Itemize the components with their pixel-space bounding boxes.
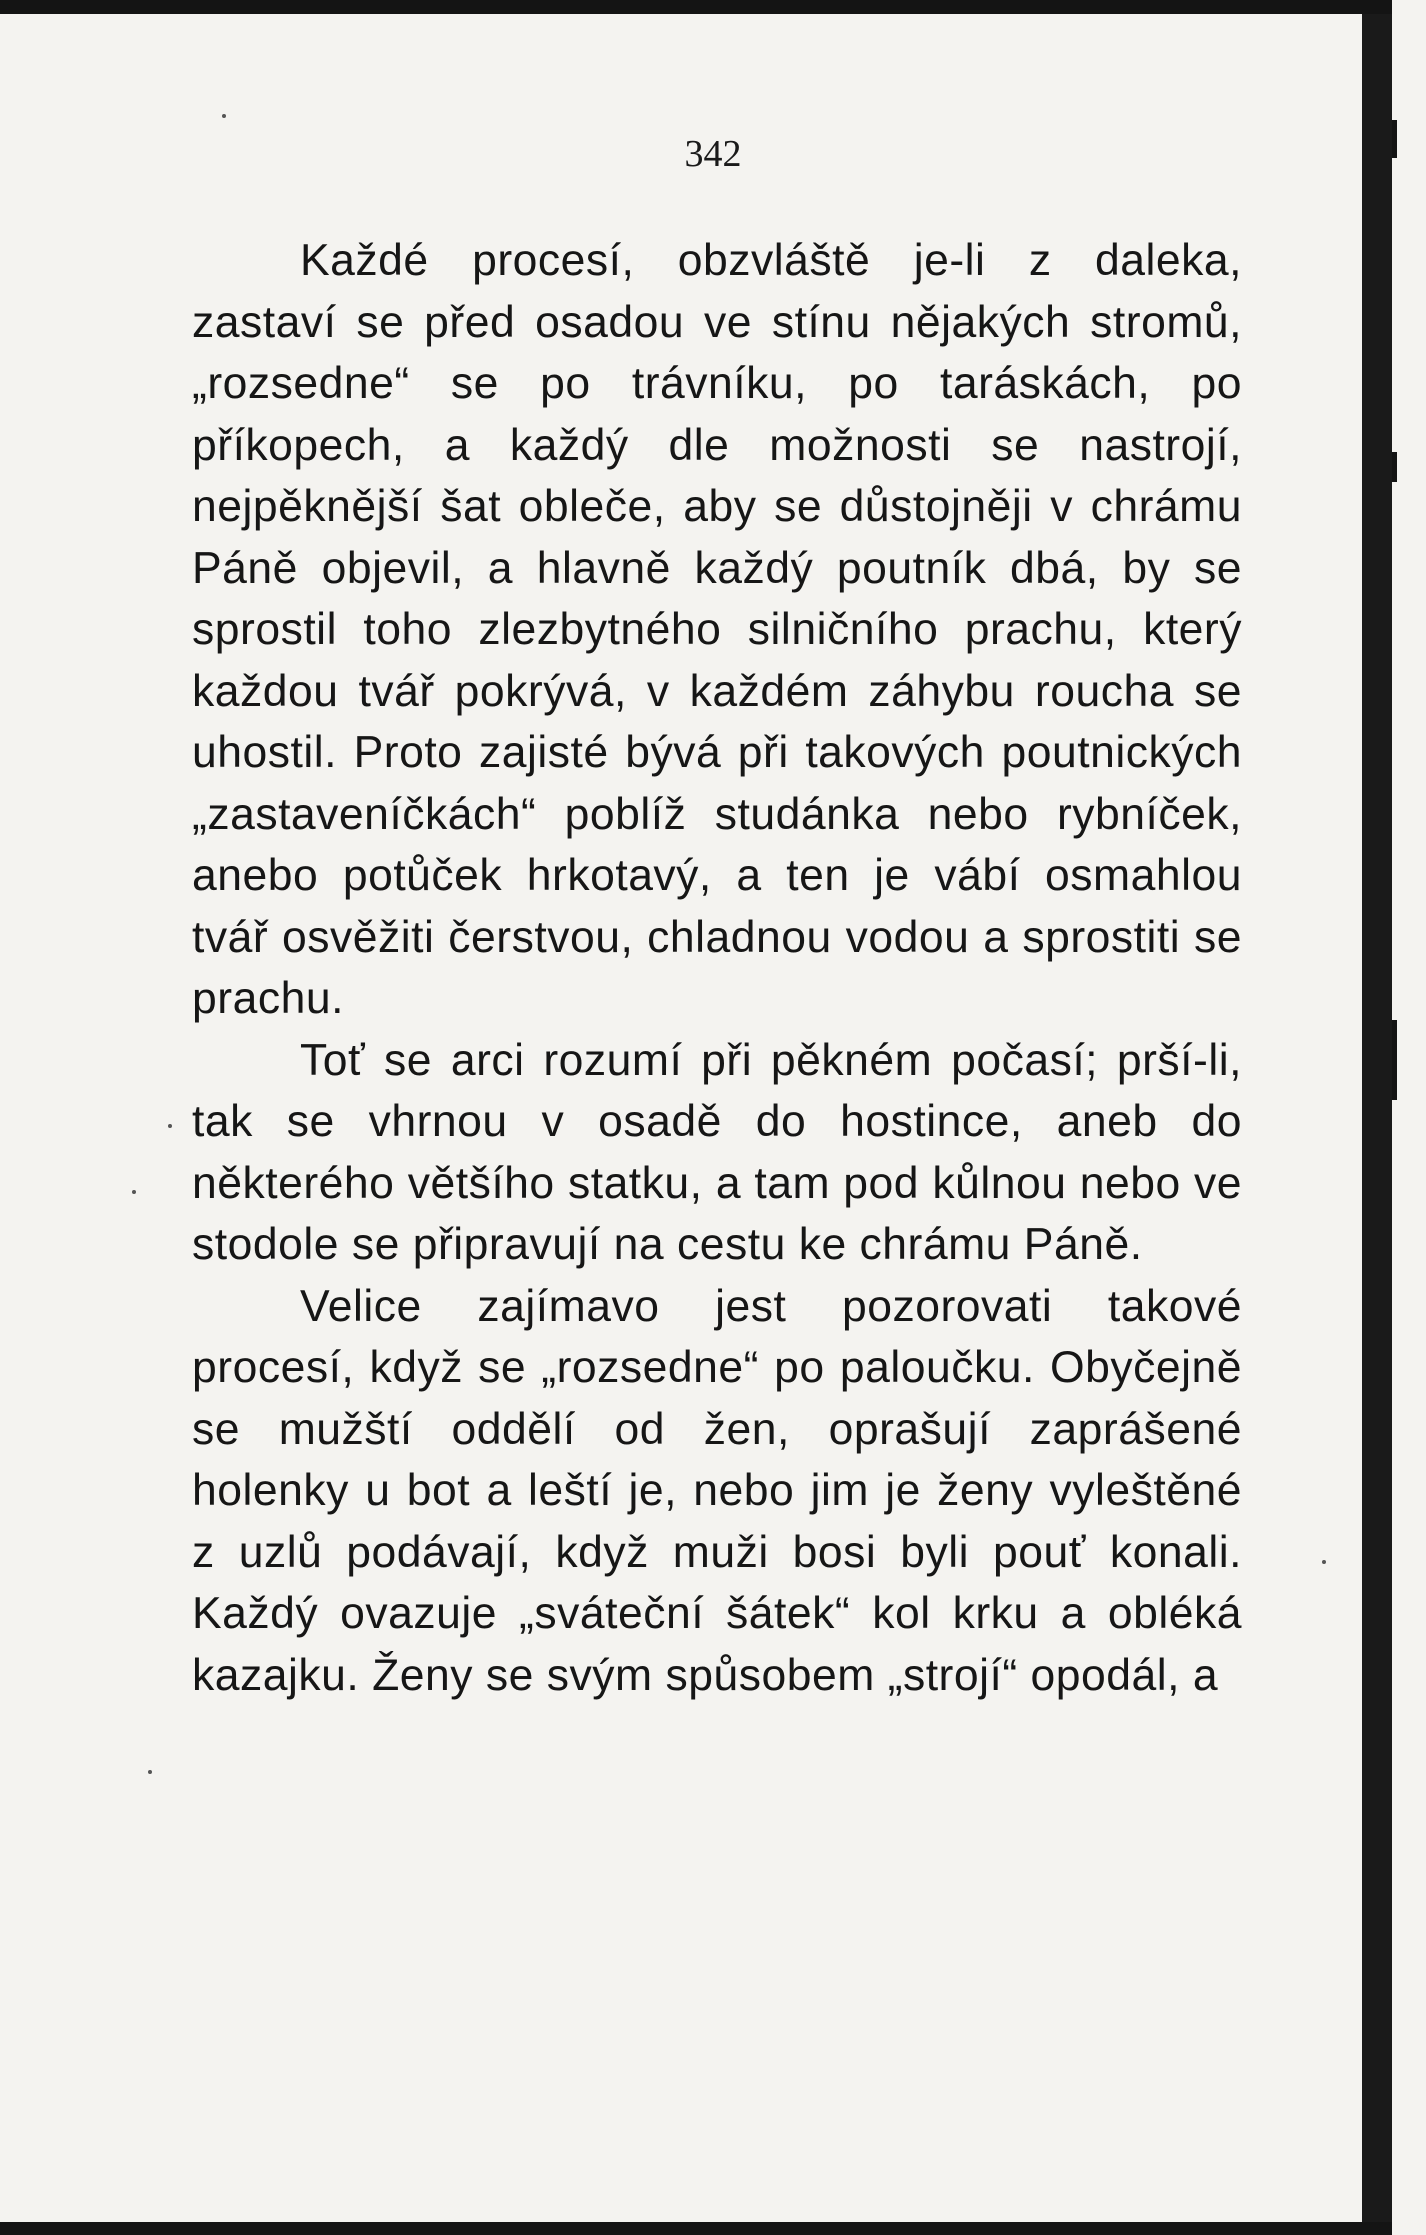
page-number: 342 bbox=[684, 133, 742, 175]
paragraph-3: Velice zajímavo jest pozorovati takové procesí, když se „rozsedne“ po paloučku. Obyčejně se mužští oddělí od žen, oprašují zaprášené holenky u bot a leští je, nebo jim je ženy vyleštěné z uzlů podávají, když muži bosi byli pouť konali. Každý ovazuje „sváteční šátek“ kol krku a obléká kazajku. Ženy se svým spůsobem „strojí“ opodál, a bbox=[192, 1281, 1242, 1700]
book-page bbox=[0, 14, 1362, 2222]
next-page-strip bbox=[1392, 0, 1426, 2235]
paragraph-2: Toť se arci rozumí při pěkném počasí; prší-li, tak se vhrnou v osadě do hostince, aneb do některého většího statku, a tam pod kůlnou nebo ve stodole se připravují na cestu ke chrámu Páně. bbox=[192, 1035, 1242, 1269]
print-speck bbox=[132, 1190, 136, 1194]
strip-mark bbox=[1392, 120, 1397, 158]
strip-mark bbox=[1392, 1020, 1397, 1100]
print-speck bbox=[1322, 1560, 1326, 1564]
print-speck bbox=[168, 1124, 172, 1128]
strip-mark bbox=[1392, 452, 1397, 482]
page-edge-shadow bbox=[1362, 14, 1392, 2222]
body-text bbox=[192, 230, 1242, 1706]
paragraph-1: Každé procesí, obzvláště je-li z daleka, zastaví se před osadou ve stínu nějakých stromů, „rozsedne“ se po trávníku, po taráskách, po příkopech, a každý dle možnosti se nastrojí, nejpěknější šat obleče, aby se důstojněji v chrámu Páně objevil, a hlavně každý poutník dbá, by se sprostil toho zlezbytného silničního prachu, který každou tvář pokrývá, v každém záhybu roucha se uhostil. Proto zajisté bývá při takových poutnických „zastaveníčkách“ poblíž studánka nebo rybníček, anebo potůček hrkotavý, a ten je vábí osmahlou tvář osvěžiti čerstvou, chladnou vodou a sprostiti se prachu. bbox=[192, 236, 1242, 1023]
print-speck bbox=[148, 1770, 152, 1774]
print-speck bbox=[222, 114, 226, 118]
